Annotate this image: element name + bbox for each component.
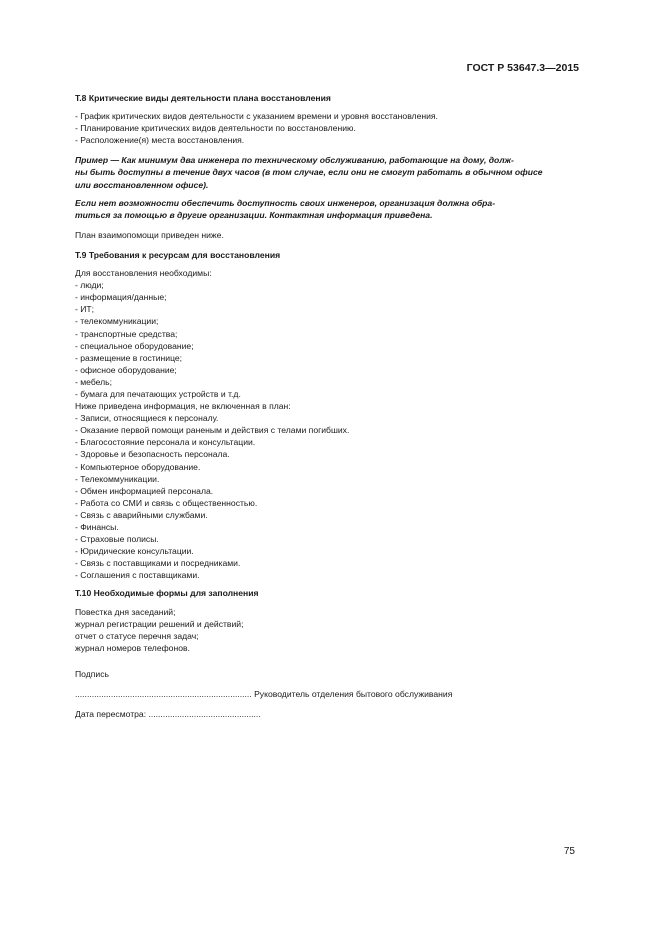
- list-item: - Телекоммуникации.: [75, 473, 160, 484]
- list-item: - Обмен информацией персонала.: [75, 485, 214, 496]
- resources-intro: Для восстановления необходимы:: [75, 268, 212, 279]
- list-item: - размещение в гостинице;: [75, 352, 183, 363]
- list-item: - Оказание первой помощи раненым и действия с телами погибших.: [75, 425, 350, 436]
- document-body: [75, 92, 583, 654]
- list-item: - ИТ;: [75, 304, 95, 315]
- list-item: - телекоммуникации;: [75, 316, 159, 327]
- list-item: - Страховые полисы.: [75, 534, 159, 545]
- not-included-intro: Ниже приведена информация, не включенная в план:: [75, 401, 291, 412]
- list-item: журнал номеров телефонов.: [75, 642, 190, 653]
- list-item: - мебель;: [75, 376, 113, 387]
- mutual-aid-note: План взаимопомощи приведен ниже.: [75, 229, 224, 240]
- example-line: титься за помощью в другие организации. Контактная информация приведена.: [75, 209, 433, 220]
- list-item: - Записи, относящиеся к персоналу.: [75, 413, 219, 424]
- list-item: Повестка дня заседаний;: [75, 606, 176, 617]
- revision-date-label: Дата пересмотра: ...............................................: [75, 709, 261, 719]
- revision-date-line: [75, 708, 595, 720]
- section-t8-heading: Т.8 Критические виды деятельности плана восстановления: [75, 93, 331, 103]
- list-item: журнал регистрации решений и действий;: [75, 618, 244, 629]
- list-item: - специальное оборудование;: [75, 340, 194, 351]
- list-item: - офисное оборудование;: [75, 364, 177, 375]
- signature-block: [75, 668, 595, 720]
- signature-label: Подпись: [75, 669, 110, 679]
- list-item: - бумага для печатающих устройств и т.д.: [75, 388, 241, 399]
- example-line: Если нет возможности обеспечить доступность своих инженеров, организация должна обра-: [75, 197, 496, 208]
- example-line: ны быть доступны в течение двух часов (в том случае, если они не смогут работать в обычном офисе: [75, 167, 543, 178]
- list-item: - Связь с поставщиками и посредниками.: [75, 558, 241, 569]
- signature-dots: ..........................................................................: [75, 689, 252, 699]
- list-item: - Связь с аварийными службами.: [75, 509, 208, 520]
- example-paragraph: [75, 154, 583, 190]
- standard-designation: ГОСТ Р 53647.3—2015: [466, 62, 579, 74]
- resources-list: [75, 279, 583, 400]
- list-item: - Здоровье и безопасность персонала.: [75, 449, 230, 460]
- list-item: - Компьютерное оборудование.: [75, 461, 201, 472]
- section-t9-heading: Т.9 Требования к ресурсам для восстановления: [75, 249, 281, 260]
- list-item: - Соглашения с поставщиками.: [75, 570, 200, 581]
- list-item: - График критических видов деятельности с указанием времени и уровня восстановления.: [75, 111, 438, 122]
- page-number: 75: [563, 846, 575, 857]
- example-line: Пример — Как минимум два инженера по техническому обслуживанию, работающие на дому, долж-: [75, 155, 514, 166]
- section-t10-heading: Т.10 Необходимые формы для заполнения: [75, 588, 259, 599]
- list-item: - Расположение(я) места восстановления.: [75, 135, 245, 146]
- t8-list: [75, 110, 583, 146]
- list-item: - Работа со СМИ и связь с общественностью.: [75, 497, 258, 508]
- signature-role: Руководитель отделения бытового обслуживания: [254, 689, 453, 699]
- list-item: - транспортные средства;: [75, 328, 178, 339]
- list-item: - Финансы.: [75, 522, 119, 532]
- not-included-list: [75, 412, 583, 581]
- list-item: - Юридические консультации.: [75, 546, 194, 557]
- list-item: - информация/данные;: [75, 292, 167, 303]
- list-item: - Планирование критических видов деятельности по восстановлению.: [75, 123, 356, 134]
- list-item: - Благосостояние персонала и консультации.: [75, 437, 256, 448]
- example-note-paragraph: [75, 197, 583, 221]
- forms-list: [75, 606, 583, 654]
- example-line: или восстановленном офисе).: [75, 179, 209, 190]
- signature-line: [75, 688, 595, 700]
- list-item: отчет о статусе перечня задач;: [75, 630, 199, 641]
- list-item: - люди;: [75, 280, 104, 291]
